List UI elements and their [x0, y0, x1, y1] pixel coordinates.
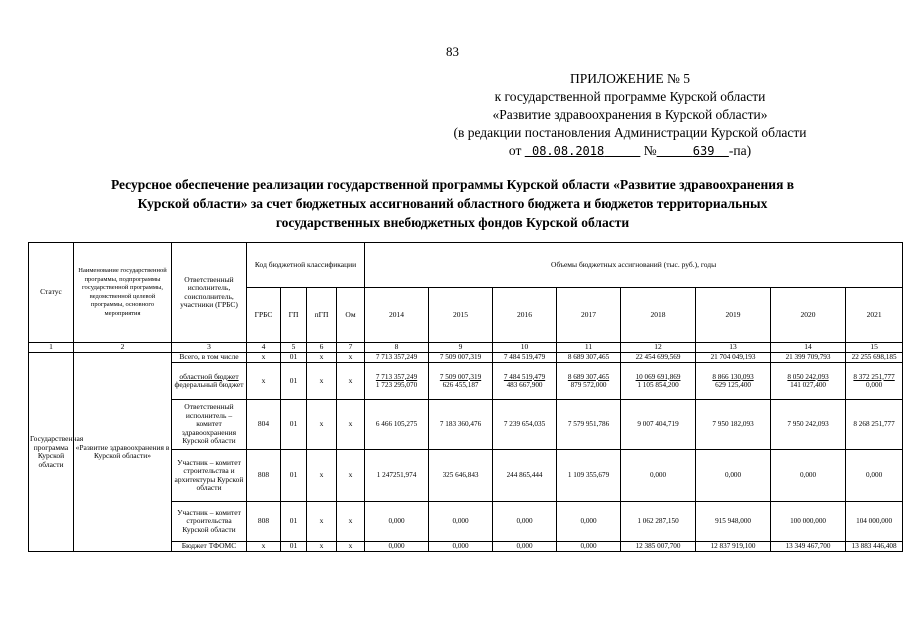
code-cell-grbs: 808	[247, 450, 281, 502]
value-cell	[846, 363, 903, 400]
value-federal: 1 723 295,070	[375, 381, 418, 389]
value-amount: 22 255 698,185	[851, 353, 897, 362]
value-cell	[846, 502, 903, 542]
value-cell	[365, 542, 429, 552]
header-status: Статус	[29, 243, 74, 343]
value-amount: 915 948,000	[715, 517, 751, 526]
code-cell-gp: 01	[281, 363, 307, 400]
code-cell-om: х	[337, 353, 365, 363]
title-line-3: государственных внебюджетных фондов Курской области	[275, 215, 630, 230]
value-amount: 244 865,444	[506, 471, 543, 480]
value-amount: 7 579 951,786	[567, 420, 610, 429]
value-amount: 7 239 654,035	[503, 420, 546, 429]
value-cell	[621, 502, 696, 542]
value-cell	[557, 400, 621, 450]
value-amount: 6 466 105,275	[375, 420, 418, 429]
value-cell	[429, 363, 493, 400]
page-number: 83	[446, 44, 459, 59]
code-cell-pgp: х	[307, 450, 337, 502]
value-amount: 0,000	[516, 517, 533, 526]
header-volumes-group: Объемы бюджетных ассигнований (тыс. руб.), годы	[365, 243, 903, 288]
executor-cell	[172, 400, 247, 450]
code-cell-gp: 01	[281, 353, 307, 363]
value-amount: 0,000	[388, 542, 405, 551]
column-number: 12	[621, 343, 696, 353]
program-name-cell: «Развитие здравоохранения в Курской области»	[74, 353, 172, 552]
column-number: 14	[771, 343, 846, 353]
executor-cell	[172, 542, 247, 552]
header-name: Наименование государственной программы, подпрограммы государственной программы, ведомственной целевой программы, основного мероприятия	[74, 243, 172, 343]
value-amount: 1 109 355,679	[567, 471, 610, 480]
value-cell	[771, 400, 846, 450]
value-amount: 0,000	[516, 542, 533, 551]
value-cell	[557, 542, 621, 552]
value-amount: 1 247251,974	[376, 471, 417, 480]
value-cell	[621, 353, 696, 363]
value-cell	[493, 400, 557, 450]
value-cell	[621, 400, 696, 450]
column-number: 5	[281, 343, 307, 353]
value-amount: 13 883 446,408	[851, 542, 897, 551]
table-row	[29, 353, 903, 363]
title-line-1: Ресурсное обеспечение реализации государственной программы Курской области «Развитие здравоохранения в	[110, 177, 795, 192]
column-number: 4	[247, 343, 281, 353]
value-amount: 0,000	[388, 517, 405, 526]
decree-number: 639	[692, 144, 715, 158]
executor-label: областной бюджет	[179, 371, 239, 381]
code-cell-om: х	[337, 450, 365, 502]
column-number: 3	[172, 343, 247, 353]
value-amount: 7 713 357,249	[375, 353, 418, 362]
column-number: 15	[846, 343, 903, 353]
value-cell	[365, 400, 429, 450]
value-cell	[493, 502, 557, 542]
value-amount: 7 183 360,476	[439, 420, 482, 429]
executor-label: Участник – комитет строительства Курской области	[177, 507, 241, 534]
value-amount: 13 349 467,700	[785, 542, 831, 551]
status-cell: Государственная программа Курской области	[29, 353, 74, 552]
value-amount: 0,000	[799, 471, 817, 480]
value-federal: 0,000	[865, 381, 883, 389]
column-number-row	[29, 343, 903, 353]
header-year-2016: 2016	[493, 288, 557, 343]
value-cell	[557, 502, 621, 542]
appendix-block	[410, 70, 850, 160]
header-code-group: Код бюджетной классификации	[247, 243, 365, 288]
appendix-line-2: к государственной программе Курской области	[494, 89, 766, 104]
header-code-2: ГП	[281, 288, 307, 343]
value-amount: 100 000,000	[790, 517, 826, 526]
value-amount: 0,000	[865, 471, 883, 480]
column-number: 8	[365, 343, 429, 353]
value-federal: 629 125,400	[715, 381, 751, 389]
value-cell	[771, 450, 846, 502]
value-cell	[846, 400, 903, 450]
value-cell	[696, 450, 771, 502]
value-cell	[621, 450, 696, 502]
value-cell	[621, 542, 696, 552]
value-amount: 1 062 287,150	[637, 517, 679, 526]
column-number: 2	[74, 343, 172, 353]
value-amount: 7 484 519,479	[503, 353, 546, 362]
code-cell-om: х	[337, 363, 365, 400]
executor-cell	[172, 353, 247, 363]
code-cell-gp: 01	[281, 542, 307, 552]
header-year-2014: 2014	[365, 288, 429, 343]
value-amount: 8 268 251,777	[853, 420, 895, 429]
header-year-2018: 2018	[621, 288, 696, 343]
column-number: 6	[307, 343, 337, 353]
code-cell-grbs: 808	[247, 502, 281, 542]
value-cell	[846, 542, 903, 552]
code-cell-gp: 01	[281, 400, 307, 450]
value-regional: 8 050 242,093	[787, 372, 829, 381]
value-federal: 1 105 854,200	[637, 381, 679, 389]
budget-table	[28, 242, 903, 552]
executor-label-2: федеральный бюджет	[174, 380, 244, 389]
code-cell-om: х	[337, 502, 365, 542]
code-cell-grbs: х	[247, 542, 281, 552]
value-amount: 22 454 699,569	[635, 353, 681, 362]
value-cell	[771, 363, 846, 400]
value-amount: 12 837 919,100	[710, 542, 756, 551]
column-number: 13	[696, 343, 771, 353]
value-amount: 7 950 182,093	[712, 420, 754, 429]
value-federal: 141 027,400	[790, 381, 826, 389]
value-cell	[429, 542, 493, 552]
header-year-2021: 2021	[846, 288, 903, 343]
value-federal: 483 667,900	[506, 381, 543, 389]
code-cell-pgp: х	[307, 502, 337, 542]
value-cell	[696, 363, 771, 400]
value-federal: 879 572,000	[570, 381, 607, 389]
value-cell	[429, 353, 493, 363]
value-regional: 7 484 519,479	[503, 372, 546, 381]
code-cell-om: х	[337, 400, 365, 450]
value-cell	[696, 502, 771, 542]
column-number: 9	[429, 343, 493, 353]
value-cell	[493, 542, 557, 552]
value-amount: 0,000	[724, 471, 742, 480]
decree-suffix: -па)	[728, 143, 752, 158]
code-cell-gp: 01	[281, 450, 307, 502]
executor-cell	[172, 363, 247, 400]
column-number: 1	[29, 343, 74, 353]
header-year-2017: 2017	[557, 288, 621, 343]
executor-label: Бюджет ТФОМС	[181, 541, 237, 551]
value-cell	[493, 363, 557, 400]
appendix-line-5	[410, 142, 850, 160]
value-amount: 8 689 307,465	[567, 353, 610, 362]
value-amount: 7 950 242,093	[787, 420, 829, 429]
appendix-line-1: ПРИЛОЖЕНИЕ № 5	[569, 71, 691, 86]
value-regional: 8 372 251,777	[853, 372, 895, 381]
executor-label: Всего, в том числе	[179, 352, 239, 362]
document-title	[40, 175, 865, 232]
value-cell	[493, 353, 557, 363]
value-amount: 325 646,843	[442, 471, 479, 480]
appendix-line-4: (в редакции постановления Администрации Курской области	[453, 125, 807, 140]
value-cell	[696, 353, 771, 363]
value-regional: 8 866 130,093	[712, 372, 754, 381]
executor-cell	[172, 502, 247, 542]
executor-cell	[172, 450, 247, 502]
value-cell	[365, 363, 429, 400]
number-label: №	[643, 143, 657, 158]
appendix-line-3: «Развитие здравоохранения в Курской области»	[492, 107, 768, 122]
value-amount: 21 399 709,793	[785, 353, 831, 362]
value-cell	[365, 502, 429, 542]
value-amount: 7 509 007,319	[439, 353, 482, 362]
value-federal: 626 455,187	[442, 381, 479, 389]
value-cell	[771, 542, 846, 552]
value-cell	[846, 450, 903, 502]
value-amount: 0,000	[649, 471, 667, 480]
value-amount: 0,000	[452, 517, 469, 526]
value-amount: 9 007 404,719	[637, 420, 679, 429]
value-regional: 7 713 357,249	[375, 372, 418, 381]
value-cell	[365, 450, 429, 502]
code-cell-pgp: х	[307, 542, 337, 552]
value-cell	[696, 400, 771, 450]
header-executor: Ответственный исполнитель, соисполнитель, участники (ГРБС)	[172, 243, 247, 343]
value-cell	[846, 353, 903, 363]
value-amount: 21 704 049,193	[710, 353, 756, 362]
value-regional: 10 069 691,869	[635, 372, 681, 381]
value-cell	[429, 450, 493, 502]
header-code-3: пГП	[307, 288, 337, 343]
value-amount: 0,000	[452, 542, 469, 551]
value-regional: 8 689 307,465	[567, 372, 610, 381]
header-year-2020: 2020	[771, 288, 846, 343]
value-amount: 0,000	[580, 542, 597, 551]
code-cell-om: х	[337, 542, 365, 552]
code-cell-pgp: х	[307, 363, 337, 400]
code-cell-grbs: х	[247, 363, 281, 400]
from-label: от	[508, 143, 522, 158]
value-cell	[429, 400, 493, 450]
value-cell	[557, 450, 621, 502]
value-cell	[557, 363, 621, 400]
code-cell-grbs: 804	[247, 400, 281, 450]
value-cell	[621, 363, 696, 400]
column-number: 7	[337, 343, 365, 353]
value-regional: 7 509 007,319	[439, 372, 482, 381]
value-cell	[365, 353, 429, 363]
decree-date: 08.08.2018	[531, 144, 605, 158]
header-year-2015: 2015	[429, 288, 493, 343]
header-code-4: Ом	[337, 288, 365, 343]
code-cell-grbs: х	[247, 353, 281, 363]
value-cell	[429, 502, 493, 542]
executor-label: Участник – комитет строительства и архитектуры Курской области	[174, 457, 244, 492]
code-cell-pgp: х	[307, 353, 337, 363]
value-cell	[771, 353, 846, 363]
header-year-2019: 2019	[696, 288, 771, 343]
code-cell-gp: 01	[281, 502, 307, 542]
value-amount: 104 000,000	[856, 517, 893, 526]
executor-label: Ответственный исполнитель – комитет здравоохранения Курской области	[181, 402, 237, 446]
code-cell-pgp: х	[307, 400, 337, 450]
value-cell	[696, 542, 771, 552]
column-number: 10	[493, 343, 557, 353]
value-cell	[493, 450, 557, 502]
column-number: 11	[557, 343, 621, 353]
value-cell	[557, 353, 621, 363]
title-line-2: Курской области» за счет бюджетных ассигнований областного бюджета и бюджетов территориальных	[137, 196, 768, 211]
header-code-1: ГРБС	[247, 288, 281, 343]
value-amount: 12 385 007,700	[635, 542, 681, 551]
value-cell	[771, 502, 846, 542]
value-amount: 0,000	[580, 517, 597, 526]
